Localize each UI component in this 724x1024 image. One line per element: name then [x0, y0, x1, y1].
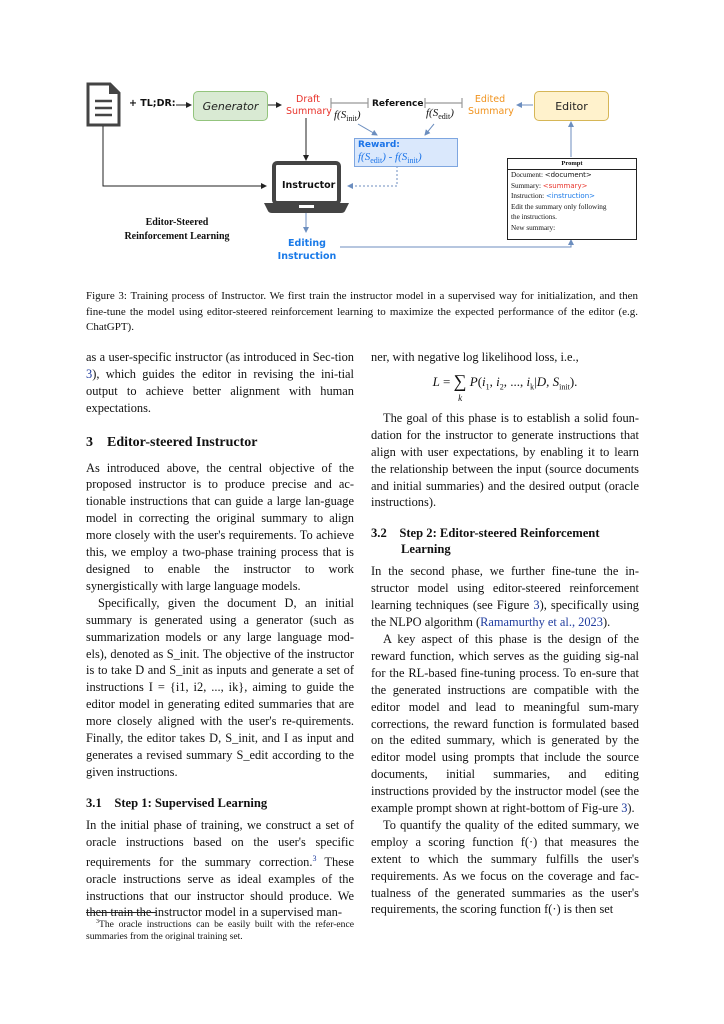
- esrl-label: Editor-Steered Reinforcement Learning: [124, 217, 230, 242]
- paragraph: In the second phase, we further fine-tune the in-structor model using editor-steered reinforcement learning techniques (see Figure 3), specifically using the NLPO algorithm (Ramamurthy et al., 2023).: [371, 564, 639, 630]
- paragraph: Specifically, given the document D, an initial summary is generated using a generator (such as summarization models or any large language mod-els), denoted as S_init. The objective of the instructor is to take D and S_init as inputs and generate a set of instructions I = {i1, i2, ..., ik}, aiming to guide the editor model in generating edited summaries that are more closely aligned with the user's re-quirements. Finally, the editor takes D, S_init, and I as input and generates a revised summary S_edit according to the given instructions.: [86, 595, 354, 779]
- f-edit-label: $f(S_{edit})$: [426, 107, 454, 122]
- section-ref-link[interactable]: 3: [86, 366, 93, 381]
- reward-box: Reward: $f(S_{edit}) - f(S_{init})$: [354, 138, 458, 167]
- section-heading: 3 Editor-steered Instructor: [86, 434, 258, 450]
- footnote-divider: [86, 912, 156, 913]
- right-column: [371, 349, 639, 918]
- prompt-box: Prompt Document: <document> Summary: <summary> Instruction: <instruction> Edit the summary only following the instructions. New summary:: [507, 158, 637, 240]
- subsection-heading: 3.1 Step 1: Supervised Learning: [86, 795, 268, 810]
- subsection-heading: 3.2 Step 2: Editor-steered Reinforcement Learning: [371, 526, 600, 557]
- paragraph: ner, with negative log likelihood loss, i.e.,: [371, 350, 579, 364]
- figure-ref-link[interactable]: 3: [621, 801, 628, 816]
- instructor-label: Instructor: [282, 180, 336, 191]
- footnote-ref-link[interactable]: 3: [312, 853, 317, 863]
- draft-summary-label: Draft Summary: [286, 94, 332, 117]
- generator-box: Generator: [193, 91, 268, 121]
- f-init-label: $f(S_{init})$: [334, 109, 361, 124]
- editing-instruction-label: Editing Instruction: [277, 238, 337, 262]
- paragraph: In the initial phase of training, we construct a set of oracle instructions based on the user's specific requirements for the summary correction.$^3$ These oracle instructions serve as ideal examples of the instructions that our instructor should produce. We then train the instructor model in a supervised man-: [86, 817, 354, 920]
- figure-3: [0, 0, 724, 280]
- left-column: [86, 349, 354, 921]
- figure-ref-link[interactable]: 3: [533, 598, 540, 613]
- paragraph: The goal of this phase is to establish a solid foun-dation for the instructor to generate instructions that align with user expectations, by enabling it to learn the relationship between the input (source documents and initial summaries) and the desired output (oracle instructions).: [371, 410, 639, 510]
- edited-summary-label: Edited Summary: [468, 94, 514, 117]
- reference-label: Reference: [372, 99, 424, 109]
- citation-link[interactable]: Ramamurthy et al., 2023: [480, 615, 603, 630]
- paragraph: A key aspect of this phase is the design of the reward function, which serves as the guiding sig-nal for the RL-based fine-tuning process. To en-sure that the generated instructions are compatible with the editor model and lead to meaningful sum-mary corrections, the reward function is formulated based on the edited summary, which is generated by the editor model using prompts that include the source documents, initial summaries, and editing instructions provided by the instructor model (see the example prompt shown at right-bottom of Fig-ure 3).: [371, 631, 639, 816]
- document-icon: [88, 84, 119, 125]
- tldr-label: + TL;DR:: [129, 98, 176, 109]
- figure-caption: Figure 3: Training process of Instructor. We first train the instructor model in a supervised way for initialization, and then fine-tune the model using editor-steered reinforcement learning to maximize the expected performance of the editor (e.g. ChatGPT).: [86, 290, 638, 333]
- paragraph: To quantify the quality of the edited summary, we employ a scoring function f(·) that measures the extent to which the summary fulfills the user's requirements. As we focus on the coverage and fac-tualness of the generated summaries as the user's requirements, the scoring function f(·) is then set: [371, 817, 639, 917]
- paragraph: as a user-specific instructor (as introduced in Sec-tion 3), which guides the editor in revising the ini-tial output to achieve better alignment with human expectations.: [86, 350, 354, 415]
- footnote: $^3$The oracle instructions can be easily built with the refer-ence summaries from the original training set.: [86, 919, 354, 943]
- editor-box: Editor: [534, 91, 609, 121]
- equation: L = ∑ k $P(i_1$, $i_2$, ..., $i_k|D$, $S_{init}$).: [432, 370, 578, 403]
- paragraph: As introduced above, the central objective of the proposed instructor is to produce precise and ac-tionable instructions that can guide a large lan-guage model in correcting the original summary to align more closely with the user's requirements. To achieve this, we employ a two-phase training process that is designed to enable the instructor to work synergistically with large language models.: [86, 460, 354, 593]
